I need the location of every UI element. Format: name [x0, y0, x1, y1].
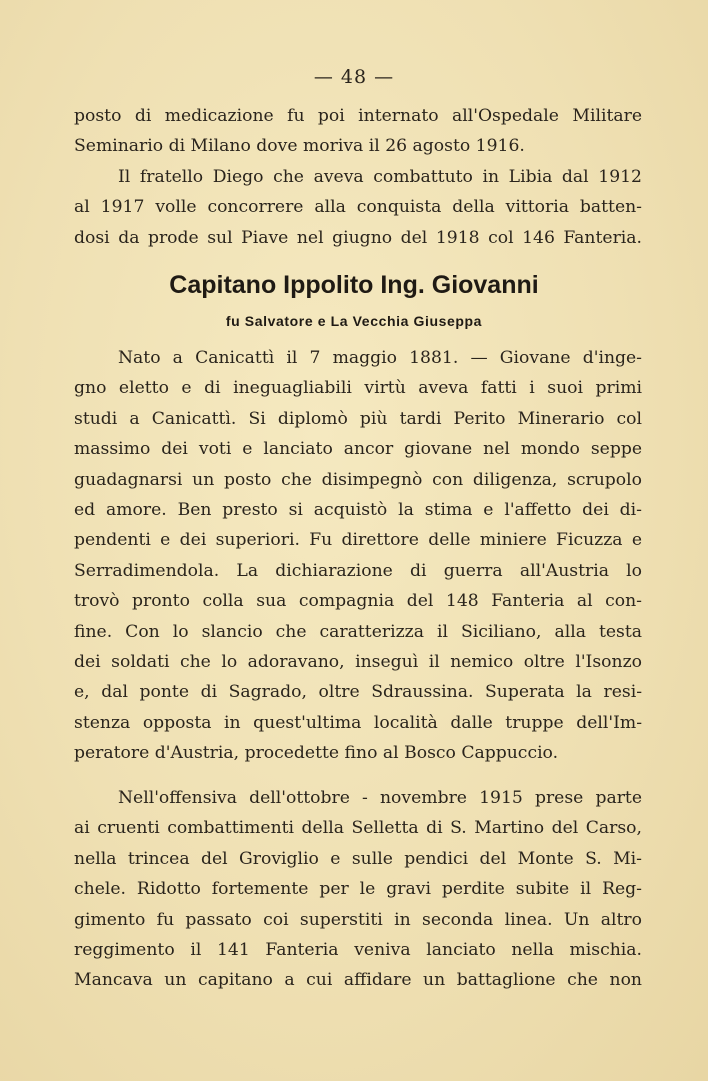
text-line: al 1917 volle concorrere alla conquista della vittoria batten-	[74, 197, 642, 218]
text-line: Serradimendola. La dichiarazione di guerra all'Austria lo	[74, 560, 642, 581]
paragraph-offensive	[74, 783, 642, 996]
text-line: pendenti e dei superiori. Fu direttore delle miniere Ficuzza e	[74, 530, 642, 551]
text-line: guadagnarsi un posto che disimpegnò con diligenza, scrupolo	[74, 469, 642, 490]
text-line: dosi da prode sul Piave nel giugno del 1918 col 146 Fanteria.	[74, 227, 642, 248]
text-line: nella trincea del Groviglio e sulle pendici del Monte S. Mi-	[74, 848, 642, 869]
section-heading: Capitano Ippolito Ing. Giovanni	[169, 271, 539, 299]
text-line: fine. Con lo slancio che caratterizza il Siciliano, alla testa	[74, 621, 642, 642]
paragraph-brother-diego	[74, 162, 642, 253]
text-line: chele. Ridotto fortemente per le gravi perdite subite il Reg-	[74, 879, 642, 900]
text-line: massimo dei voti e lanciato ancor giovane nel mondo seppe	[74, 439, 642, 460]
text-line: ai cruenti combattimenti della Selletta di S. Martino del Carso,	[74, 818, 642, 839]
paragraph-biography	[74, 343, 642, 769]
text-line: stenza opposta in quest'ultima località dalle truppe dell'Im-	[74, 712, 642, 733]
text-line: ed amore. Ben presto si acquistò la stima e l'affetto dei di-	[74, 500, 642, 521]
text-line: gimento fu passato coi superstiti in seconda linea. Un altro	[74, 909, 642, 930]
text-line: e, dal ponte di Sagrado, oltre Sdraussina. Superata la resi-	[74, 682, 642, 703]
text-line: dei soldati che lo adoravano, inseguì il nemico oltre l'Isonzo	[74, 652, 642, 673]
paragraph-continuation	[74, 101, 642, 162]
text-line: reggimento il 141 Fanteria veniva lanciato nella mischia.	[74, 940, 642, 961]
text-line: Il fratello Diego che aveva combattuto in Libia dal 1912	[118, 167, 642, 187]
text-line: Seminario di Milano dove moriva il 26 agosto 1916.	[74, 136, 525, 157]
text-line: posto di medicazione fu poi internato all'Ospedale Militare	[74, 106, 642, 126]
text-line: Nato a Canicattì il 7 maggio 1881. — Giovane d'inge-	[118, 348, 642, 368]
text-line: trovò pronto colla sua compagnia del 148 Fanteria al con-	[74, 591, 642, 612]
text-line: studi a Canicattì. Si diplomò più tardi Perito Minerario col	[74, 408, 642, 429]
text-line: peratore d'Austria, procedette fino al Bosco Cappuccio.	[74, 743, 559, 764]
page-number: — 48 —	[313, 66, 395, 88]
text-line: Nell'offensiva dell'ottobre - novembre 1915 prese parte	[118, 788, 642, 808]
section-subheading: fu Salvatore e La Vecchia Giuseppa	[225, 313, 483, 329]
text-line: Mancava un capitano a cui affidare un battaglione che non	[74, 970, 642, 991]
text-line: gno eletto e di ineguagliabili virtù aveva fatti i suoi primi	[74, 378, 642, 399]
